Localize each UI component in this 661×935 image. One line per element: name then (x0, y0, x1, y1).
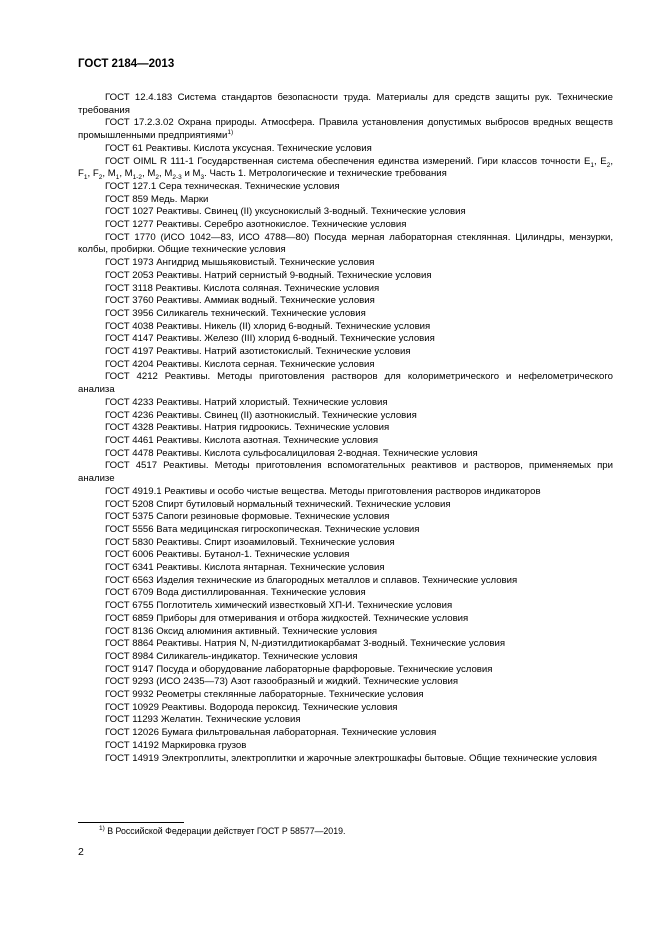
ref-item: ГОСТ 1277 Реактивы. Серебро азотнокислое. Технические условия (105, 219, 407, 231)
ref-item: ГОСТ 10929 Реактивы. Водорода пероксид. Технические условия (105, 701, 398, 713)
ref-item: ГОСТ 8984 Силикагель-индикатор. Технические условия (105, 650, 358, 662)
ref-item: ГОСТ 1027 Реактивы. Свинец (II) уксуснокислый 3-водный. Технические условия (105, 206, 466, 218)
ref-item: ГОСТ 9932 Реометры стеклянные лабораторные. Технические условия (105, 689, 424, 701)
references-list (78, 92, 613, 765)
ref-item: ГОСТ 4478 Реактивы. Кислота сульфосалициловая 2-водная. Технические условия (105, 447, 478, 459)
ref-item: ГОСТ 4236 Реактивы. Свинец (II) азотнокислый. Технические условия (105, 409, 417, 421)
ref-item: ГОСТ 3760 Реактивы. Аммиак водный. Технические условия (105, 295, 375, 307)
footnote: $^{1)}$ В Российской Федерации действует ГОСТ Р 58577—2019. (99, 825, 346, 836)
ref-item: ГОСТ 4204 Реактивы. Кислота серная. Технические условия (105, 358, 375, 370)
ref-item: ГОСТ 6341 Реактивы. Кислота янтарная. Технические условия (105, 562, 385, 574)
ref-item: ГОСТ 2053 Реактивы. Натрий сернистый 9-водный. Технические условия (105, 269, 432, 281)
page-header: ГОСТ 2184—2013 (78, 58, 175, 70)
ref-item: ГОСТ 4038 Реактивы. Никель (II) хлорид 6-водный. Технические условия (105, 320, 431, 332)
ref-item: ГОСТ 8136 Оксид алюминия активный. Технические условия (105, 625, 378, 637)
ref-item: ГОСТ 9147 Посуда и оборудование лабораторные фарфоровые. Технические условия (105, 663, 493, 675)
ref-item: ГОСТ 4328 Реактивы. Натрия гидроокись. Технические условия (105, 422, 390, 434)
ref-item: ГОСТ 4212 Реактивы. Методы приготовления растворов для колориметрического и нефелометрического анализа (78, 371, 613, 396)
ref-item: ГОСТ 12.4.183 Система стандартов безопасности труда. Материалы для средств защиты рук. Технические требования (78, 92, 613, 116)
ref-item: ГОСТ 1973 Ангидрид мышьяковистый. Технические условия (105, 257, 375, 269)
ref-item: ГОСТ 6859 Приборы для отмеривания и отбора жидкостей. Технические условия (105, 612, 469, 624)
ref-item: ГОСТ 4233 Реактивы. Натрий хлористый. Технические условия (105, 396, 388, 408)
ref-item: ГОСТ 5208 Спирт бутиловый нормальный технический. Технические условия (105, 498, 451, 510)
ref-item: ГОСТ 9293 (ИСО 2435—73) Азот газообразный и жидкий. Технические условия (105, 676, 459, 688)
ref-item: ГОСТ 4919.1 Реактивы и особо чистые вещества. Методы приготовления растворов индикаторов (105, 485, 541, 497)
footnote-mark: 1) (227, 128, 234, 136)
ref-item: ГОСТ 4461 Реактивы. Кислота азотная. Технические условия (105, 434, 379, 446)
footnote-separator (78, 822, 184, 823)
ref-item: ГОСТ 11293 Желатин. Технические условия (105, 714, 301, 726)
ref-item: ГОСТ 12026 Бумага фильтровальная лабораторная. Технические условия (105, 727, 437, 739)
ref-item: ГОСТ 6563 Изделия технические из благородных металлов и сплавов. Технические условия (105, 574, 518, 586)
ref-item: ГОСТ 3956 Силикагель технический. Технические условия (105, 307, 366, 319)
ref-item: ГОСТ 6709 Вода дистиллированная. Технические условия (105, 587, 366, 599)
ref-item: ГОСТ 1770 (ИСО 1042—83, ИСО 4788—80) Посуда мерная лабораторная стеклянная. Цилиндры, мензурки, колбы, пробирки. Общие технические условия (78, 231, 613, 256)
ref-item: ГОСТ 8864 Реактивы. Натрия N, N-диэтилдитиокарбамат 3-водный. Технические условия (105, 638, 506, 650)
ref-item: ГОСТ 127.1 Сера техническая. Технические условия (105, 180, 340, 192)
ref-item: ГОСТ 6755 Поглотитель химический известковый ХП-И. Технические условия (105, 600, 453, 612)
ref-item: ГОСТ 14919 Электроплиты, электроплитки и жарочные электрошкафы бытовые. Общие технические условия (105, 752, 597, 764)
ref-item: ГОСТ 14192 Маркировка грузов (105, 739, 247, 751)
ref-item: ГОСТ OIML R 111-1 Государственная система обеспечения единства измерений. Гири классов точности $E_1$, $E_2$, $F_1$, $F_2$, $M_1$, $M_{1-2}$, $M_2$, $M_{2-3}$ и $M_3$. Часть 1. Метрологические и технические требования (78, 155, 613, 182)
ref-item: ГОСТ 5375 Сапоги резиновые формовые. Технические условия (105, 511, 390, 523)
ref-item: ГОСТ 4517 Реактивы. Методы приготовления вспомогательных реактивов и растворов, применяемых при анализе (78, 460, 613, 485)
ref-item: ГОСТ 4147 Реактивы. Железо (III) хлорид 6-водный. Технические условия (105, 333, 435, 345)
ref-item: ГОСТ 859 Медь. Марки (105, 193, 209, 205)
ref-item: ГОСТ 3118 Реактивы. Кислота соляная. Технические условия (105, 282, 380, 294)
ref-item: ГОСТ 17.2.3.02 Охрана природы. Атмосфера. Правила установления допустимых выбросов вредных веществ промышленными предприятиями$^{1)}$ (78, 117, 613, 142)
ref-item: ГОСТ 4197 Реактивы. Натрий азотистокислый. Технические условия (105, 346, 411, 358)
ref-item: ГОСТ 5556 Вата медицинская гигроскопическая. Технические условия (105, 523, 420, 535)
page-number: 2 (78, 846, 84, 858)
ref-item: ГОСТ 61 Реактивы. Кислота уксусная. Технические условия (105, 142, 372, 154)
ref-item: ГОСТ 6006 Реактивы. Бутанол-1. Технические условия (105, 549, 350, 561)
ref-item: ГОСТ 5830 Реактивы. Спирт изоамиловый. Технические условия (105, 536, 395, 548)
